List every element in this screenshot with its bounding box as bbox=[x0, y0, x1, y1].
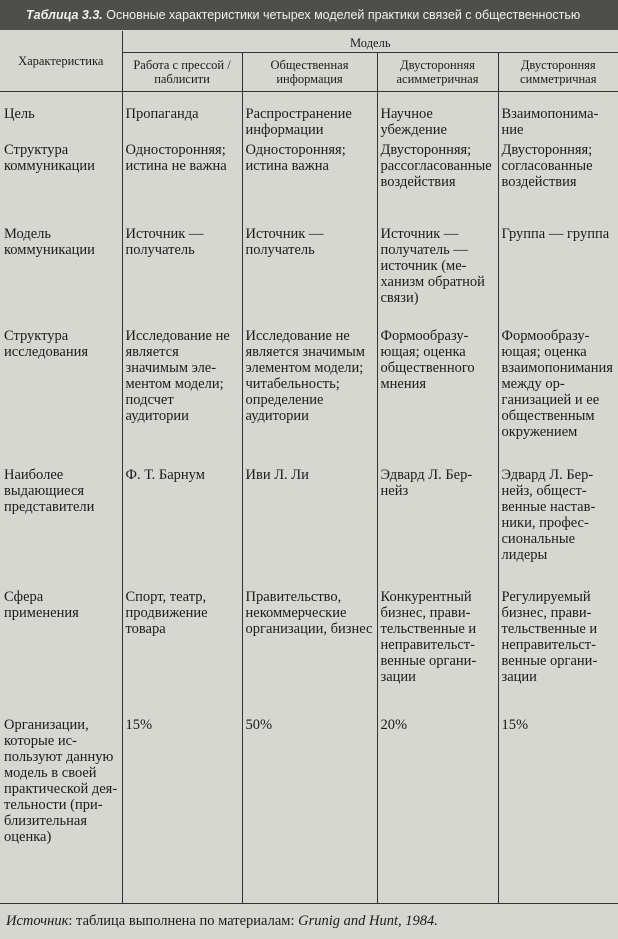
table-cell: Распространение информации bbox=[242, 92, 377, 139]
header-model-public-information: Общественная информация bbox=[242, 53, 377, 92]
table-cell: Двусторонняя; согласованные воздействия bbox=[498, 138, 618, 222]
header-model: Модель bbox=[122, 31, 618, 53]
table-row bbox=[0, 324, 618, 463]
table-row bbox=[0, 92, 618, 139]
table-row bbox=[0, 463, 618, 585]
source-reference: Grunig and Hunt, 1984. bbox=[298, 913, 438, 929]
header-model-press-agentry: Работа с прессой /паблисити bbox=[122, 53, 242, 92]
pr-models-table bbox=[0, 31, 618, 904]
table-cell: Исследование не является значимым элементом модели; подсчет аудитории bbox=[125, 328, 230, 424]
row-label: Структура коммуникации bbox=[0, 138, 122, 222]
source-text: : таблица выполнена по материалам: bbox=[68, 913, 299, 929]
table-cell: Научное убеждение bbox=[377, 92, 498, 139]
table-cell: Взаимопонимание bbox=[498, 92, 618, 139]
table-cell: Формообразующая; оценка взаимопонимания между организацией и ее общественным окружением bbox=[498, 324, 618, 463]
source-label: Источник bbox=[6, 913, 69, 929]
table-title: Основные характеристики четырех моделей практики связей с общественностью bbox=[106, 8, 581, 22]
header-model-two-way-symmetric: Двусторонняя симметричная bbox=[498, 53, 618, 92]
table-cell: 50% bbox=[242, 713, 377, 904]
table-caption bbox=[0, 0, 618, 30]
table-cell: 20% bbox=[377, 713, 498, 904]
table-cell: Формообразующая; оценка общественного мнения bbox=[377, 324, 498, 463]
table-cell: Ф. Т. Барнум bbox=[125, 467, 205, 483]
header-model-two-way-asymmetric: Двусторонняя асимметричная bbox=[377, 53, 498, 92]
row-label: Цель bbox=[0, 92, 122, 139]
table-cell: 15% bbox=[122, 713, 242, 904]
table-cell: Правительство, некоммерческие организации, бизнес bbox=[242, 585, 377, 713]
table-number: Таблица 3.3. bbox=[26, 8, 103, 22]
header-characteristic: Характеристика bbox=[0, 31, 122, 92]
table-cell: Спорт, театр, продвижение товара bbox=[125, 589, 208, 637]
table-cell: Односторонняя; истина не важна bbox=[125, 142, 227, 174]
table-cell: Эдвард Л. Бернейз bbox=[377, 463, 498, 585]
table-cell: Эдвард Л. Бернейз, общественные наставники, профессиональные лидеры bbox=[498, 463, 618, 585]
row-label: Модель коммуникации bbox=[0, 222, 122, 324]
table-cell: Двусторонняя; рассогласованные воздействия bbox=[377, 138, 498, 222]
row-label: Сфера применения bbox=[0, 585, 122, 713]
table-cell: Источник — получатель — источник (механизм обратной связи) bbox=[377, 222, 498, 324]
row-label: Организации, которые используют данную модель в своей практической деятельности (приблизительная оценка) bbox=[0, 713, 122, 904]
table-cell: Исследование не является значимым элементом модели; читабельность; определение аудитории bbox=[242, 324, 377, 463]
table-cell: Источник — получатель bbox=[125, 226, 204, 258]
source-note bbox=[6, 913, 438, 930]
table-cell: Группа — группа bbox=[498, 222, 618, 324]
table-cell: Конкурентный бизнес, правительственные и неправительственные организации bbox=[377, 585, 498, 713]
row-label: Наиболее выдающиеся представители bbox=[0, 463, 122, 585]
table-cell: Односторонняя; истина важна bbox=[242, 138, 377, 222]
table-cell: Иви Л. Ли bbox=[242, 463, 377, 585]
table-row bbox=[0, 138, 618, 222]
table-row bbox=[0, 222, 618, 324]
table-row bbox=[0, 585, 618, 713]
table-cell: Источник — получатель bbox=[242, 222, 377, 324]
row-label: Структура исследования bbox=[0, 324, 122, 463]
table-cell: Регулируемый бизнес, правительственные и неправительственные организации bbox=[498, 585, 618, 713]
table-row bbox=[0, 713, 618, 904]
table-cell: 15% bbox=[498, 713, 618, 904]
table-cell: Пропаганда bbox=[125, 106, 199, 122]
